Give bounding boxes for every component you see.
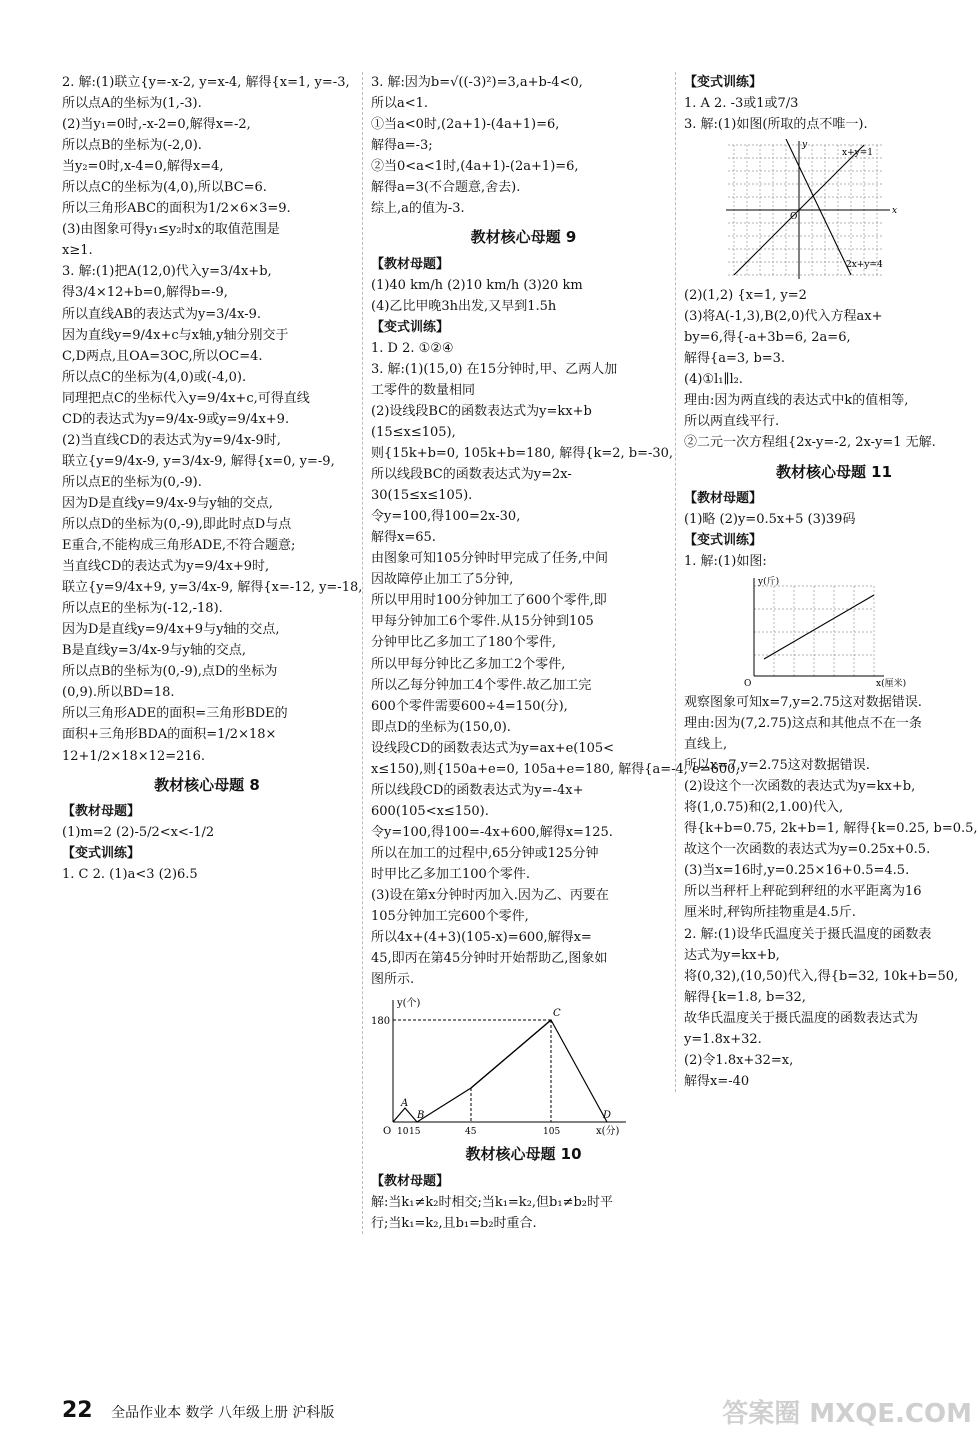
text-line: 面积+三角形BDA的面积=1/2×18×: [62, 727, 277, 743]
figure-production-graph: [371, 994, 631, 1136]
text-line: 同理把点C的坐标代入y=9/4x+c,可得直线: [62, 390, 310, 406]
text-line: 分钟甲比乙多加工了180个零件,: [371, 635, 556, 651]
text-line: C,D两点,且OA=3OC,所以OC=4.: [62, 348, 263, 364]
text-line: 所以a<1.: [371, 96, 429, 112]
column-right-tail: [684, 692, 978, 1092]
text-line: (2)令1.8x+32=x,: [684, 1052, 794, 1068]
text-line: 由图象可知105分钟时甲完成了任务,中间: [371, 551, 608, 567]
text-line: (3)将A(-1,3),B(2,0)代入方程ax+: [684, 309, 883, 325]
text-line: 所以点E的坐标为(0,-9).: [62, 474, 202, 490]
text-line: 12+1/2×18×12=216.: [62, 748, 206, 764]
text-line: 【教材母题】: [62, 803, 141, 819]
text-line: 【教材母题】: [684, 490, 763, 506]
column-left-tail: [62, 801, 352, 885]
watermark: 答案圈 MXQE.COM: [722, 1399, 972, 1429]
text-line: 所以点C的坐标为(4,0)或(-4,0).: [62, 369, 247, 385]
text-line: 1. C 2. (1)a<3 (2)6.5: [62, 866, 198, 882]
graph-y180: 180: [371, 1016, 391, 1028]
text-line: x≥1.: [62, 243, 93, 259]
text-line: (2)当y₁=0时,-x-2=0,解得x=-2,: [62, 117, 251, 133]
text-line: 达式为y=kx+b,: [684, 947, 780, 963]
column-middle-top: [371, 72, 676, 219]
text-line: 所以两直线平行.: [684, 414, 780, 430]
text-line: 观察图象可知x=7,y=2.75这对数据错误.: [684, 695, 922, 710]
text-line: 所以甲每分钟比乙多加工2个零件,: [371, 656, 566, 672]
graph-tick-10: 10: [397, 1127, 409, 1137]
text-line: 所以点B的坐标为(0,-9),点D的坐标为: [62, 664, 278, 680]
text-line: 所以乙每分钟加工4个零件.故乙加工完: [371, 677, 592, 693]
text-line: 3. 解:(1)把A(12,0)代入y=3/4x+b,: [62, 264, 272, 280]
text-line: 联立{y=9/4x-9, y=3/4x-9, 解得{x=0, y=-9,: [62, 453, 335, 469]
text-line: 因为D是直线y=9/4x+9与y轴的交点,: [62, 622, 280, 638]
text-line: 得{k+b=0.75, 2k+b=1, 解得{k=0.25, b=0.5,: [684, 821, 978, 837]
text-line: 1. D 2. ①②④: [371, 340, 454, 356]
text-line: 解得x=-40: [684, 1073, 750, 1089]
text-line: 所以点C的坐标为(4,0),所以BC=6.: [62, 180, 267, 196]
text-line: 解:当k₁≠k₂时相交;当k₁=k₂,但b₁≠b₂时平: [371, 1194, 613, 1210]
text-line: E重合,不能构成三角形ADE,不符合题意;: [62, 538, 296, 554]
text-line: 所以点B的坐标为(-2,0).: [62, 138, 202, 154]
text-line: (1)40 km/h (2)10 km/h (3)20 km: [371, 277, 583, 293]
text-line: (2)当直线CD的表达式为y=9/4x-9时,: [62, 432, 281, 448]
text-line: (2)(1,2) {x=1, y=2: [684, 288, 807, 304]
section-heading-8: 教材核心母题 8: [154, 775, 260, 794]
text-line: 厘米时,秤钩所挂物重是4.5斤.: [684, 905, 856, 921]
text-line: 因故障停止加工了5分钟,: [371, 572, 514, 588]
column-left-body: [62, 72, 363, 767]
text-line: (4)①l₁∥l₂.: [684, 372, 743, 388]
text-line: 综上,a的值为-3.: [371, 201, 465, 217]
text-line: 30(15≤x≤105).: [371, 488, 473, 504]
text-line: 所以线段CD的函数表达式为y=-4x+: [371, 782, 584, 798]
text-line: 所以线段BC的函数表达式为y=2x-: [371, 467, 572, 483]
text-line: 2. 解:(1)联立{y=-x-2, y=x-4, 解得{x=1, y=-3,: [62, 75, 350, 90]
text-line: 得3/4×12+b=0,解得b=-9,: [62, 285, 228, 301]
graph-tick-45: 45: [465, 1127, 477, 1137]
text-line: 所以点A的坐标为(1,-3).: [62, 96, 202, 112]
text-line: 将(0,32),(10,50)代入,得{b=32, 10k+b=50,: [684, 968, 959, 984]
text-line: 解得x=65.: [371, 530, 436, 546]
text-line: 甲每分钟加工6个零件.从15分钟到105: [371, 614, 594, 630]
text-line: (1)略 (2)y=0.5x+5 (3)39码: [684, 511, 856, 527]
text-line: 直线上,: [684, 737, 728, 753]
text-line: by=6,得{-a+3b=6, 2a=6,: [684, 330, 851, 346]
text-line: 600(105<x≤150).: [371, 803, 489, 819]
text-line: 3. 解:(1)如图(所取的点不唯一).: [684, 117, 868, 133]
column-right-mid: [684, 285, 978, 453]
text-line: 【变式训练】: [62, 845, 141, 861]
line-label-1: x+y=1: [842, 148, 873, 159]
text-line: 所以直线AB的表达式为y=3/4x-9.: [62, 306, 261, 322]
text-line: 因为D是直线y=9/4x-9与y轴的交点,: [62, 495, 273, 511]
text-line: 解得{k=1.8, b=32,: [684, 989, 806, 1005]
text-line: 45,即丙在第45分钟时开始帮助乙,图象如: [371, 951, 608, 967]
text-line: 所以三角形ADE的面积=三角形BDE的: [62, 706, 288, 722]
text-line: 所以点E的坐标为(-12,-18).: [62, 601, 223, 617]
graph-point-B: B: [417, 1110, 425, 1122]
grid-x: x: [892, 206, 898, 217]
figure-scale-graph: [734, 576, 934, 688]
text-line: (2)设这个一次函数的表达式为y=kx+b,: [684, 779, 916, 795]
text-line: 当y₂=0时,x-4=0,解得x=4,: [62, 159, 224, 175]
text-line: (2)设线段BC的函数表达式为y=kx+b: [371, 403, 592, 419]
graph-tick-15: 15: [409, 1127, 421, 1137]
text-line: 故华氏温度关于摄氏温度的函数表达式为: [684, 1010, 919, 1026]
graph-tick-105: 105: [543, 1127, 561, 1137]
grid-origin: O: [790, 212, 798, 223]
text-line: x≤150),则{150a+e=0, 105a+e=180, 解得{a=-4, e=600,: [371, 761, 740, 777]
graph-point-D: D: [603, 1110, 612, 1122]
text-line: B是直线y=3/4x-9与y轴的交点,: [62, 643, 246, 659]
text-line: ①当a<0时,(2a+1)-(4a+1)=6,: [371, 117, 560, 133]
text-line: 图所示.: [371, 972, 415, 988]
text-line: y=1.8x+32.: [684, 1031, 762, 1047]
text-line: 时甲比乙多加工100个零件.: [371, 866, 530, 882]
text-line: 因为直线y=9/4x+c与x轴,y轴分别交于: [62, 327, 289, 343]
text-line: 【变式训练】: [684, 75, 763, 90]
text-line: 设线段CD的函数表达式为y=ax+e(105<: [371, 740, 615, 756]
text-line: 所以当秤杆上秤砣到秤纽的水平距离为16: [684, 884, 922, 900]
text-line: (3)当x=16时,y=0.25×16+0.5=4.5.: [684, 863, 910, 879]
graph-point-C: C: [553, 1008, 561, 1020]
text-line: 所以三角形ABC的面积为1/2×6×3=9.: [62, 201, 291, 217]
text-line: 令y=100,得100=2x-30,: [371, 509, 521, 525]
text-line: ②二元一次方程组{2x-y=-2, 2x-y=1 无解.: [684, 435, 936, 451]
text-line: 令y=100,得100=-4x+600,解得x=125.: [371, 824, 613, 840]
text-line: 理由:因为两直线的表达式中k的值相等,: [684, 393, 909, 409]
section-heading-9: 教材核心母题 9: [470, 228, 577, 247]
column-right-mid2: [684, 488, 978, 572]
text-line: 解得a=-3;: [371, 138, 433, 154]
text-line: ②当0<a<1时,(4a+1)-(2a+1)=6,: [371, 159, 579, 175]
text-line: 将(1,0.75)和(2,1.00)代入,: [684, 800, 844, 816]
text-line: 解得{a=3, b=3.: [684, 351, 786, 367]
text-line: 解得a=3(不合题意,舍去).: [371, 180, 521, 196]
page-footer: [62, 1398, 334, 1423]
text-line: 3. 解:因为b=√((-3)²)=3,a+b-4<0,: [371, 75, 583, 90]
text-line: 1. 解:(1)如图:: [684, 553, 767, 569]
graph-xlabel: x(分): [596, 1126, 620, 1137]
text-line: 当直线CD的表达式为y=9/4x+9时,: [62, 559, 270, 575]
text-line: 2. 解:(1)设华氏温度关于摄氏温度的函数表: [684, 926, 932, 942]
text-line: 所以点D的坐标为(0,-9),即此时点D与点: [62, 516, 292, 532]
scale-origin: O: [744, 679, 752, 688]
text-line: (15≤x≤105),: [371, 425, 456, 440]
scale-xlabel: x(厘米): [876, 679, 907, 688]
text-line: 所以4x+(4+3)(105-x)=600,解得x=: [371, 930, 592, 946]
text-line: 所以甲用时100分钟加工了600个零件,即: [371, 593, 607, 609]
text-line: 联立{y=9/4x+9, y=3/4x-9, 解得{x=-12, y=-18,: [62, 580, 363, 596]
text-line: 【教材母题】: [371, 256, 450, 272]
column-left: [62, 72, 363, 885]
column-middle-tail: [371, 1171, 676, 1234]
text-line: 1. A 2. -3或1或7/3: [684, 96, 799, 112]
text-line: (3)设在第x分钟时丙加入.因为乙、丙要在: [371, 888, 609, 904]
section-heading-11: 教材核心母题 11: [775, 462, 893, 481]
scale-ylabel: y(斤): [758, 577, 780, 587]
footer-text: 全品作业本 数学 八年级上册 沪科版: [111, 1405, 335, 1421]
text-line: 工零件的数量相同: [371, 382, 476, 398]
text-line: 则{15k+b=0, 105k+b=180, 解得{k=2, b=-30,: [371, 446, 674, 462]
text-line: 理由:因为(7,2.75)这点和其他点不在一条: [684, 716, 922, 732]
text-line: 故这个一次函数的表达式为y=0.25x+0.5.: [684, 842, 931, 858]
text-line: (1)m=2 (2)-5/2<x<-1/2: [62, 824, 215, 840]
graph-ylabel: y(个): [397, 998, 421, 1010]
text-line: (4)乙比甲晚3h出发,又早到1.5h: [371, 298, 557, 314]
column-right: [675, 72, 978, 1092]
text-line: 所以x=7,y=2.75这对数据错误.: [684, 758, 870, 774]
line-label-2: 2x+y=4: [846, 260, 883, 271]
graph-origin: O: [383, 1126, 392, 1137]
figure-two-lines-grid: [724, 139, 904, 281]
text-line: 【教材母题】: [371, 1173, 450, 1189]
text-line: 所以在加工的过程中,65分钟或125分钟: [371, 845, 599, 861]
grid-y: y: [802, 140, 808, 151]
text-line: 【变式训练】: [684, 532, 763, 548]
text-line: 3. 解:(1)(15,0) 在15分钟时,甲、乙两人加: [371, 361, 618, 377]
section-heading-10: 教材核心母题 10: [465, 1145, 582, 1164]
text-line: 600个零件需要600÷4=150(分),: [371, 698, 568, 714]
page-number: 22: [62, 1398, 93, 1423]
text-line: CD的表达式为y=9/4x-9或y=9/4x+9.: [62, 411, 290, 427]
text-line: 行;当k₁=k₂,且b₁=b₂时重合.: [371, 1215, 537, 1231]
graph-point-A: A: [401, 1098, 409, 1110]
text-line: (3)由图象可得y₁≤y₂时x的取值范围是: [62, 222, 280, 238]
text-line: 【变式训练】: [371, 319, 450, 335]
text-line: (0,9).所以BD=18.: [62, 685, 175, 701]
text-line: 即点D的坐标为(150,0).: [371, 719, 511, 735]
column-right-top: [684, 72, 978, 135]
text-line: 105分钟加工完600个零件,: [371, 909, 529, 925]
